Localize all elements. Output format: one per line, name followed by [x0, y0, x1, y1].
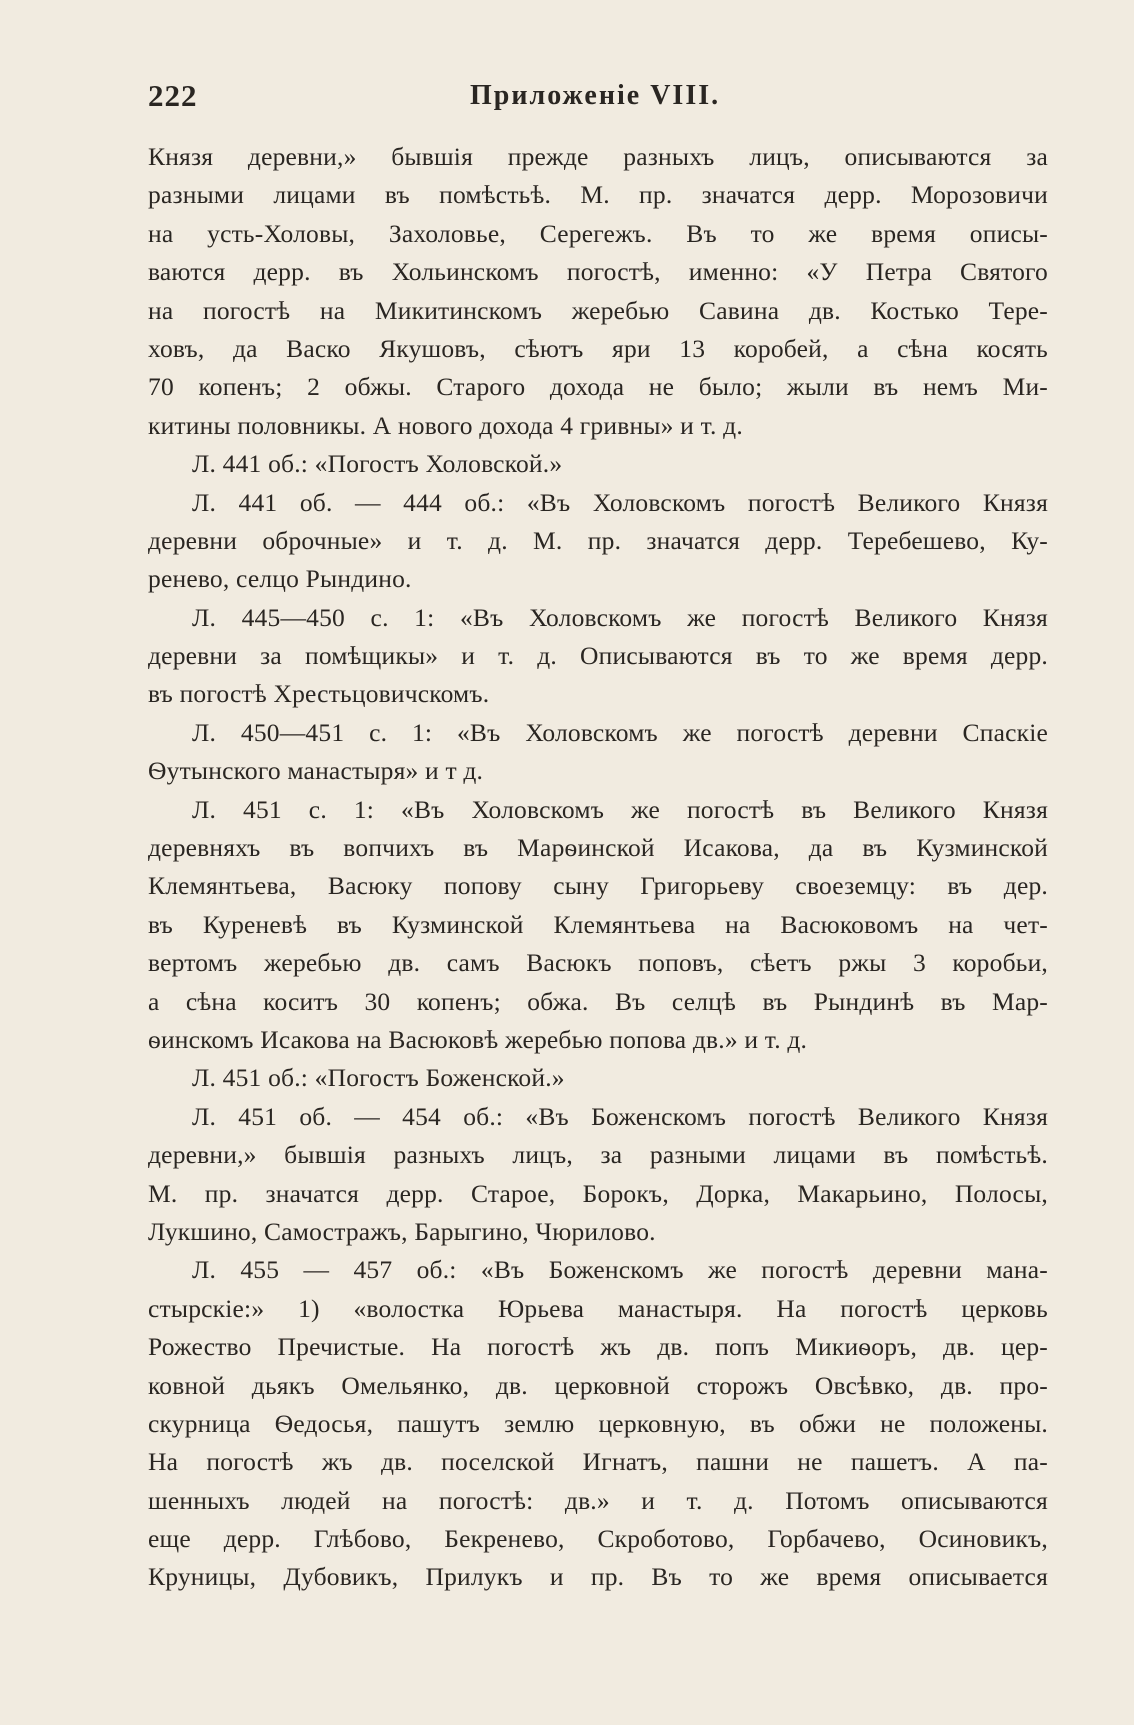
text-line: Круницы, Дубовикъ, Прилукъ и пр. Въ то же время описывается — [148, 1562, 1048, 1592]
text-line: вертомъ жеребью дв. самъ Васюкъ поповъ, сѣетъ ржы 3 коробьи, — [148, 948, 1048, 978]
text-line: а сѣна коситъ 30 копенъ; обжа. Въ селцѣ въ Рындинѣ въ Мар- — [148, 986, 1048, 1016]
text-line: шенныхъ людей на погостѣ: дв.» и т. д. Потомъ описываются — [148, 1485, 1048, 1515]
text-line: разными лицами въ помѣстьѣ. М. пр. значатся дерр. Морозовичи — [148, 180, 1048, 210]
text-line: ѳинскомъ Исакова на Васюковѣ жеребью попова дв.» и т. д. — [148, 1024, 808, 1054]
running-title: Приложенiе VIII. — [470, 80, 721, 111]
text-line: Лукшино, Самостражъ, Барыгино, Чюрилово. — [148, 1216, 656, 1246]
text-line: еще дерр. Глѣбово, Бекренево, Скроботово, Горбачево, Осиновикъ, — [148, 1524, 1048, 1554]
page-number: 222 — [148, 78, 198, 113]
text-line: Ѳутынского манастыря» и т д. — [148, 756, 484, 786]
text-line: деревни за помѣщикы» и т. д. Описываются въ то же время дерр. — [148, 641, 1048, 671]
text-line: На погостѣ жъ дв. поселской Игнатъ, пашни не пашетъ. А па- — [148, 1447, 1048, 1477]
text-line: 70 копенъ; 2 обжы. Старого дохода не было; жыли въ немъ Ми- — [148, 372, 1048, 402]
text-line: Л. 445—450 с. 1: «Въ Холовскомъ же погостѣ Великого Князя — [192, 602, 1048, 632]
page-header — [148, 78, 1038, 118]
text-line: стырскiе:» 1) «волостка Юрьева манастыря. На погостѣ церковь — [148, 1293, 1048, 1323]
text-line: Л. 441 об.: «Погостъ Холовской.» — [192, 449, 563, 479]
text-line: деревняхъ въ вопчихъ въ Марѳинской Исакова, да въ Кузминской — [148, 833, 1048, 863]
text-line: въ погостѣ Хрестьцовичскомъ. — [148, 679, 490, 709]
text-line: ренево, селцо Рындино. — [148, 564, 412, 594]
text-line: Рожество Пречистые. На погостѣ жъ дв. попъ Микиѳоръ, дв. цер- — [148, 1332, 1048, 1362]
text-line: въ Куреневѣ въ Кузминской Клемянтьева на Васюковомъ на чет- — [148, 909, 1048, 939]
text-line: Л. 441 об. — 444 об.: «Въ Холовскомъ погостѣ Великого Князя — [192, 487, 1048, 517]
text-line: ваются дерр. въ Хольинскомъ погостѣ, именно: «У Петра Святого — [148, 257, 1048, 287]
text-line: деревни оброчные» и т. д. М. пр. значатся дерр. Теребешево, Ку- — [148, 525, 1048, 555]
text-line: Л. 450—451 с. 1: «Въ Холовскомъ же погостѣ деревни Спаскiе — [192, 717, 1048, 747]
text-line: деревни,» бывшiя разныхъ лицъ, за разными лицами въ помѣстьѣ. — [148, 1140, 1048, 1170]
text-line: китины половникы. А нового дохода 4 гривны» и т. д. — [148, 410, 743, 440]
text-line: Клемянтьева, Васюку попову сыну Григорьеву своеземцу: въ дер. — [148, 871, 1048, 901]
body-text — [148, 138, 1048, 1597]
text-line: Л. 455 — 457 об.: «Въ Боженскомъ же погостѣ деревни мана- — [192, 1255, 1048, 1285]
text-line: ховъ, да Васко Якушовъ, сѣютъ яри 13 коробей, а сѣна косять — [148, 333, 1048, 363]
text-line: на погостѣ на Микитинскомъ жеребью Савина дв. Костько Терe- — [148, 295, 1048, 325]
text-line: скурница Ѳедосья, пашутъ землю церковную, въ обжи не положены. — [148, 1408, 1048, 1438]
text-line: ковной дьякъ Омельянко, дв. церковной сторожъ Овсѣвко, дв. про- — [148, 1370, 1048, 1400]
text-line: М. пр. значатся дерр. Старое, Борокъ, Дорка, Макарьино, Полосы, — [148, 1178, 1048, 1208]
text-line: Л. 451 об. — 454 об.: «Въ Боженскомъ погостѣ Великого Князя — [192, 1101, 1048, 1131]
text-line: на усть-Холовы, Захоловье, Серегежъ. Въ то же время описы- — [148, 218, 1048, 248]
text-line: Л. 451 с. 1: «Въ Холовскомъ же погостѣ въ Великого Князя — [192, 794, 1048, 824]
text-line: Л. 451 об.: «Погостъ Боженской.» — [192, 1063, 565, 1093]
text-line: Князя деревни,» бывшiя прежде разныхъ лицъ, описываются за — [148, 142, 1048, 171]
